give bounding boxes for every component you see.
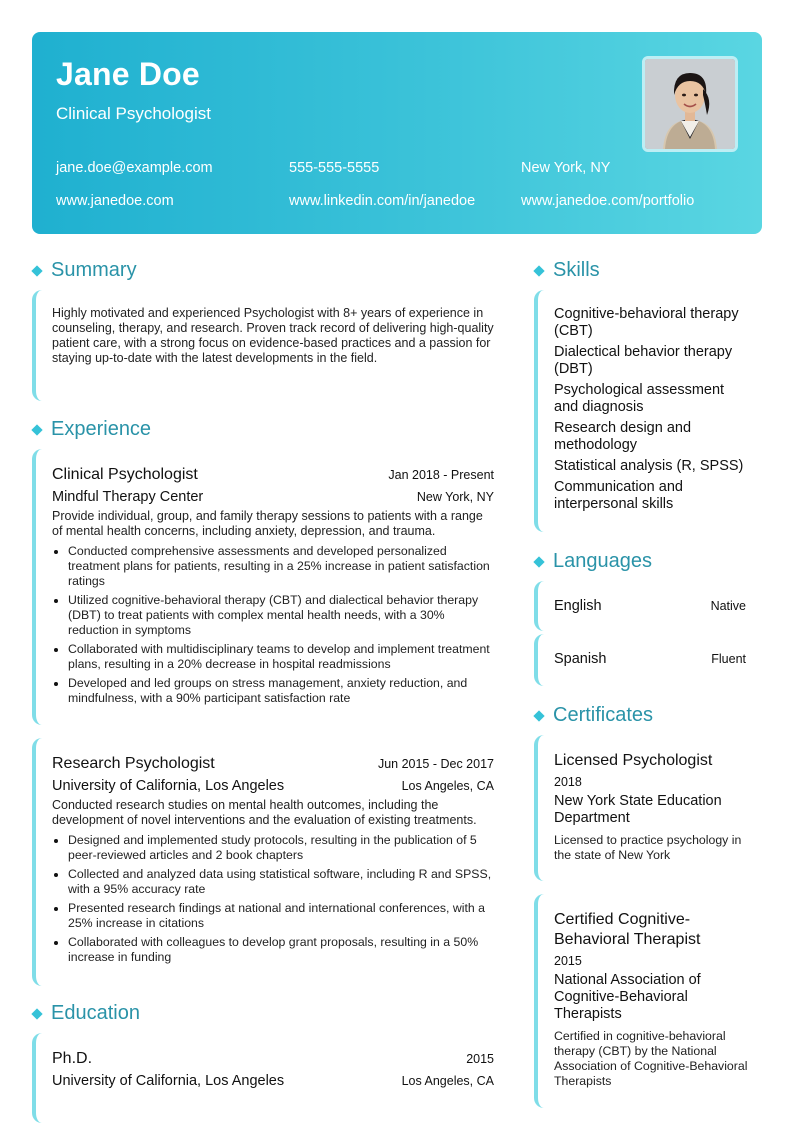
diamond-bullet-icon xyxy=(31,265,42,276)
job-achievements xyxy=(52,544,494,706)
degree: Ph.D. xyxy=(52,1050,93,1067)
certificates-heading-label: Certificates xyxy=(553,704,654,726)
job-card xyxy=(32,449,496,725)
achievement-item: Presented research findings at national and international conferences, with a 25% increase in citations xyxy=(52,901,494,931)
summary-card xyxy=(32,290,496,401)
language-level: Fluent xyxy=(711,652,746,666)
language-name: Spanish xyxy=(554,651,607,667)
contact-website[interactable]: www.janedoe.com xyxy=(56,193,174,209)
certificate-issuer: New York State Education Department xyxy=(554,793,722,826)
job-location: New York, NY xyxy=(416,490,494,504)
job-card xyxy=(32,738,496,986)
experience-heading-label: Experience xyxy=(51,418,152,440)
contact-location: New York, NY xyxy=(521,160,611,176)
certificate-card xyxy=(534,894,750,1108)
certificate-year: 2015 xyxy=(554,954,582,968)
language-card xyxy=(534,581,750,631)
education-card xyxy=(32,1033,496,1123)
job-description: Provide individual, group, and family therapy sessions to patients with a range of mental health concerns, including anxiety, depression, and trauma. xyxy=(52,509,483,538)
certificate-description: Licensed to practice psychology in the state of New York xyxy=(554,833,742,862)
certificate-description: Certified in cognitive-behavioral therapy (CBT) by the National Association of Cognitive-Behavioral Therapists xyxy=(554,1029,748,1088)
language-level: Native xyxy=(710,599,746,613)
summary-heading-label: Summary xyxy=(51,259,137,281)
skill-item: Psychological assessment and diagnosis xyxy=(554,382,725,415)
job-location: Los Angeles, CA xyxy=(401,779,494,793)
job-title: Research Psychologist xyxy=(52,755,215,772)
certificates-heading xyxy=(532,704,653,727)
certificate-issuer: National Association of Cognitive-Behavioral Therapists xyxy=(554,972,701,1022)
skill-item: Cognitive-behavioral therapy (CBT) xyxy=(554,306,739,339)
summary-heading xyxy=(30,259,137,282)
contact-phone[interactable]: 555-555-5555 xyxy=(289,160,380,176)
certificate-name: Certified Cognitive-Behavioral Therapist xyxy=(554,911,701,948)
profile-photo-illustration xyxy=(645,59,735,149)
languages-heading-label: Languages xyxy=(553,550,652,572)
diamond-bullet-icon xyxy=(533,556,544,567)
skill-item: Dialectical behavior therapy (DBT) xyxy=(554,344,733,377)
profile-photo xyxy=(642,56,738,152)
achievement-item: Collaborated with colleagues to develop grant proposals, resulting in a 50% increase in funding xyxy=(52,935,494,965)
achievement-item: Utilized cognitive-behavioral therapy (CBT) and dialectical behavior therapy (DBT) to treat patients with complex mental health needs, with a 30% reduction in symptoms xyxy=(52,593,494,638)
skill-item: Statistical analysis (R, SPSS) xyxy=(554,458,744,474)
skills-heading xyxy=(532,259,600,282)
school-name: University of California, Los Angeles xyxy=(52,1073,285,1089)
candidate-title: Clinical Psychologist xyxy=(56,104,211,123)
diamond-bullet-icon xyxy=(31,1008,42,1019)
language-name: English xyxy=(554,598,602,614)
graduation-year: 2015 xyxy=(466,1052,494,1066)
achievement-item: Developed and led groups on stress management, anxiety reduction, and mindfulness, with a 90% participant satisfaction rate xyxy=(52,676,494,706)
contact-email[interactable]: jane.doe@example.com xyxy=(56,160,213,176)
contact-linkedin[interactable]: www.linkedin.com/in/janedoe xyxy=(289,193,476,209)
resume-header xyxy=(32,32,762,234)
certificate-name: Licensed Psychologist xyxy=(554,752,713,769)
language-card xyxy=(534,634,750,686)
diamond-bullet-icon xyxy=(533,265,544,276)
job-dates: Jun 2015 - Dec 2017 xyxy=(377,757,494,771)
experience-heading xyxy=(30,418,151,441)
achievement-item: Conducted comprehensive assessments and developed personalized treatment plans for patients, resulting in a 25% increase in patient satisfaction ratings xyxy=(52,544,494,589)
languages-heading xyxy=(532,550,652,573)
skill-item: Communication and interpersonal skills xyxy=(554,479,683,512)
certificate-year: 2018 xyxy=(554,775,582,789)
school-location: Los Angeles, CA xyxy=(401,1074,494,1088)
job-achievements xyxy=(52,833,494,965)
diamond-bullet-icon xyxy=(31,424,42,435)
certificate-card xyxy=(534,735,750,881)
achievement-item: Collaborated with multidisciplinary teams to develop and implement treatment plans, resulting in a 20% decrease in hospital readmissions xyxy=(52,642,494,672)
achievement-item: Designed and implemented study protocols, resulting in the publication of 5 peer-reviewed articles and 2 book chapters xyxy=(52,833,494,863)
candidate-name: Jane Doe xyxy=(56,56,200,92)
skill-item: Research design and methodology xyxy=(554,420,692,453)
contact-portfolio[interactable]: www.janedoe.com/portfolio xyxy=(521,193,695,209)
education-heading-label: Education xyxy=(51,1002,140,1024)
job-description: Conducted research studies on mental health outcomes, including the development of novel interventions and the evaluation of existing treatments. xyxy=(52,798,477,827)
summary-text: Highly motivated and experienced Psychologist with 8+ years of experience in counseling, therapy, and research. Proven track record of delivering high-quality patient care, with a strong focus on evidence-based practices and a passion for staying up-to-date with the latest developments in the field. xyxy=(52,306,494,365)
diamond-bullet-icon xyxy=(533,710,544,721)
education-heading xyxy=(30,1002,140,1025)
achievement-item: Collected and analyzed data using statistical software, including R and SPSS, with a 95% accuracy rate xyxy=(52,867,494,897)
skills-heading-label: Skills xyxy=(553,259,600,281)
skills-card xyxy=(534,290,750,532)
job-organization: Mindful Therapy Center xyxy=(52,489,204,505)
job-title: Clinical Psychologist xyxy=(52,466,198,483)
job-dates: Jan 2018 - Present xyxy=(388,468,494,482)
job-organization: University of California, Los Angeles xyxy=(52,778,285,794)
